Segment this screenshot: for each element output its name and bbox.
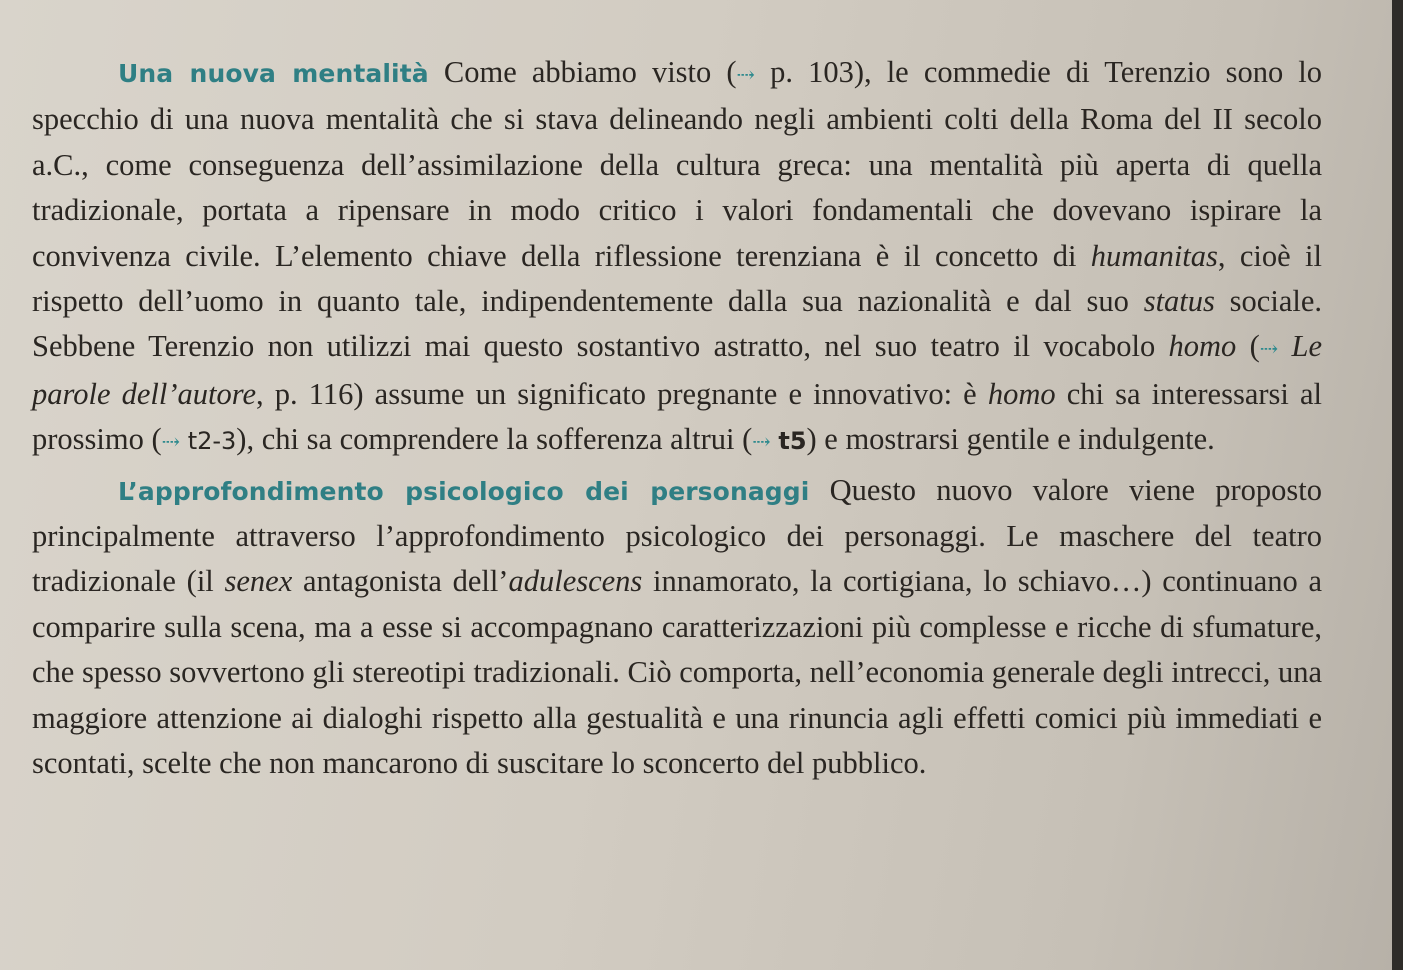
italic-term: senex [224,564,293,599]
text-run: chi sa interessarsi al prossimo ( [32,376,1322,457]
text-run: , cioè il rispetto dell’uomo in quanto tale, indipendentemente dalla sua nazionalità e dal suo [32,238,1322,319]
italic-term: status [1143,284,1215,319]
text-run: sociale. Sebbene Terenzio non utilizzi mai questo sostantivo astratto, nel suo teatro il vocabolo [32,284,1322,364]
italic-term: homo [987,376,1056,411]
body-text [32,50,1322,787]
italic-term: homo [1168,329,1237,364]
text-reference: t2-3 [187,427,237,456]
text-run: antagonista dell’ [292,564,509,599]
text-run: ), chi sa comprendere la sofferenza altrui ( [236,422,753,457]
text-run [1278,329,1291,363]
italic-term: Le parole dell’autore [32,329,1322,411]
page-edge [1392,0,1403,970]
text-run: Questo nuovo valore viene proposto principalmente attraverso l’approfondimento psicologico dei personaggi. Le maschere del teatro tradizionale (il [32,472,1322,599]
text-run: p. 103), le commedie di Terenzio sono lo specchio di una nuova mentalità che si stava delineando negli ambienti colti della Roma del II secolo a.C., come conseguenza dell’assimilazione della cultura greca: una mentalità più aperta di quella tradizionale, portata a ripensare in modo critico i valori fondamentali che dovevano ispirare la convivenza civile. L’elemento chiave della riflessione terenziana è il concetto di [32,55,1323,273]
paragraph-body [32,473,1322,780]
paragraph-psychological-depth [32,468,1322,787]
arrow-reference-icon: ⇢ [1259,336,1279,362]
text-run: ( [1236,329,1260,364]
italic-term: humanitas [1090,238,1218,273]
arrow-reference-icon: ⇢ [161,429,181,455]
paragraph-new-mentality [32,50,1322,465]
arrow-reference-icon: ⇢ [736,62,755,87]
paragraph-heading: Una nuova mentalità [118,59,429,88]
paragraph-heading: L’approfondimento psicologico dei personaggi [118,476,810,506]
text-run: innamorato, la cortigiana, lo schiavo…) continuano a comparire sulla scena, ma a esse si accompagnano caratterizzazioni più complesse e ricche di sfumature, che spesso sovvertono gli stereotipi tradizionali. Ciò comporta, nell’economia generale degli intrecci, una maggiore attenzione ai dialoghi rispetto alla gestualità e una rinuncia agli effetti comici più immediati e scontati, scelte che non mancarono di suscitare lo sconcerto del pubblico. [32,564,1323,781]
text-run: Come abbiamo visto ( [443,55,737,89]
text-run [180,422,188,456]
paragraph-body [32,55,1322,456]
arrow-reference-icon: ⇢ [752,429,771,455]
italic-term: adulescens [508,564,643,599]
text-run: ) e mostrarsi gentile e indulgente. [806,422,1215,457]
text-run: , p. 116) assume un significato pregnante e innovativo: è [256,376,988,411]
text-reference: t5 [778,427,807,456]
